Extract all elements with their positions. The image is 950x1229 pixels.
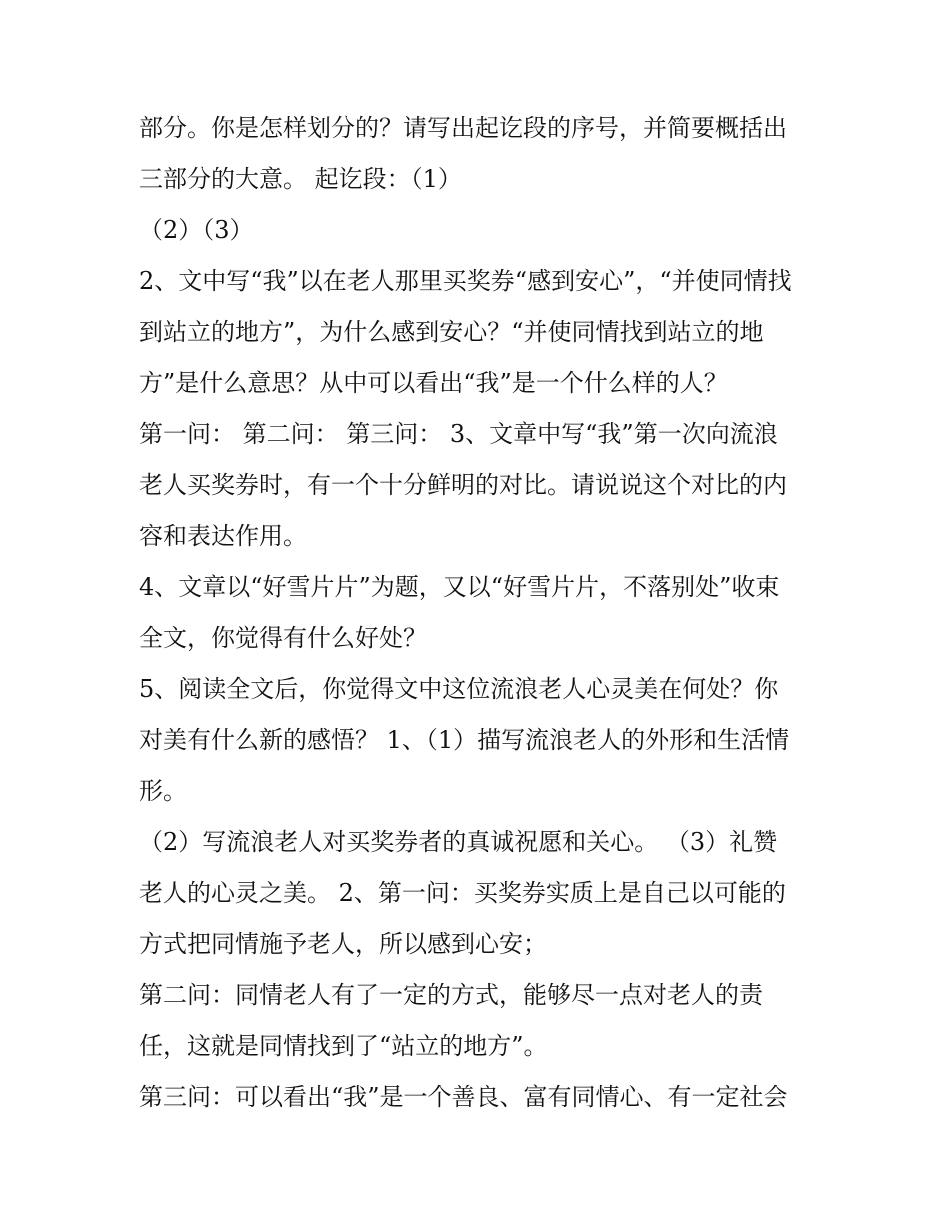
- text-line: 容和表达作用。: [139, 522, 307, 550]
- text-line: 老人的心灵之美。 2、第一问：买奖券实质上是自己以可能的: [139, 879, 786, 907]
- text-line: 方”是什么意思？从中可以看出“我”是一个什么样的人？: [139, 369, 728, 397]
- text-line: （2）写流浪老人对买奖券者的真诚祝愿和关心。 （3）礼赞: [139, 828, 778, 856]
- text-line: 全文，你觉得有什么好处？: [139, 624, 427, 652]
- text-line: 任，这就是同情找到了“站立的地方”。: [139, 1032, 548, 1060]
- text-line: 方式把同情施予老人，所以感到心安；: [139, 930, 547, 958]
- text-line: 5、阅读全文后，你觉得文中这位流浪老人心灵美在何处？你: [139, 675, 779, 703]
- text-line: 第三问：可以看出“我”是一个善良、富有同情心、有一定社会: [139, 1083, 788, 1111]
- document-body: [139, 103, 819, 1123]
- text-line: 部分。你是怎样划分的？请写出起讫段的序号，并简要概括出: [139, 114, 787, 142]
- text-line: 第一问： 第二问： 第三问： 3、文章中写“我”第一次向流浪: [139, 420, 778, 448]
- text-line: 老人买奖券时，有一个十分鲜明的对比。请说说这个对比的内: [139, 471, 787, 499]
- text-line: 三部分的大意。 起讫段：（1）: [139, 165, 462, 193]
- text-line: （2）（3）: [139, 216, 254, 244]
- text-line: 4、文章以“好雪片片”为题，又以“好雪片片，不落别处”收束: [139, 573, 780, 601]
- text-line: 形。: [139, 777, 187, 805]
- text-line: 2、文中写“我”以在老人那里买奖券“感到安心”，“并使同情找: [139, 267, 792, 295]
- text-line: 对美有什么新的感悟？ 1、（1）描写流浪老人的外形和生活情: [139, 726, 790, 754]
- text-line: 第二问：同情老人有了一定的方式，能够尽一点对老人的责: [139, 981, 763, 1009]
- text-line: 到站立的地方”，为什么感到安心？“并使同情找到站立的地: [139, 318, 764, 346]
